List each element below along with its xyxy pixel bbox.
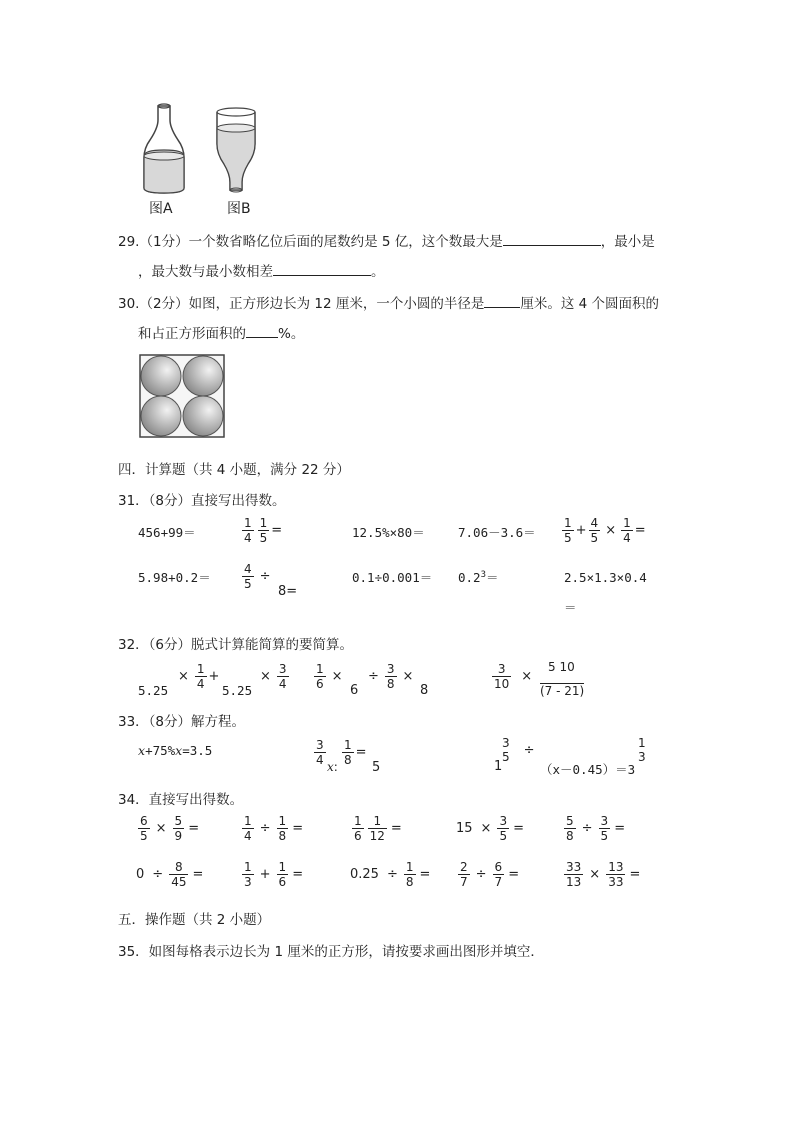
q34-item: 0.25 ÷ $\frac{1}{8}$ = [350,860,431,889]
question-33-header: 33．（8分）解方程。 [118,714,246,730]
q31-r2-a: 5.98+0.2＝ [138,570,211,585]
q34-item: $\frac{6}{5}$ × $\frac{5}{9}$ = [140,814,200,843]
q31-r1-d: 7.06－3.6＝ [458,525,536,540]
q32-e3-top: 5 10 [548,660,575,674]
q32-e1-mid: × $\frac{1}{4}$ + [178,662,220,691]
q34-item: 0 ÷ $\frac{8}{45}$ = [136,860,204,889]
q31-r2-e-eq: ＝ [564,600,577,615]
question-30-line1: 30.（2分）如图，正方形边长为 12 厘米，一个小圆的半径是 厘米。这 4 个圆面积的 [118,292,659,312]
q31-r1-b: $\frac{1}{4}$ $\frac{1}{5}$ = [244,516,283,545]
q33-e3-frac: 1 3 [638,736,646,764]
q32-e2-a: 6 [350,683,359,698]
q33-e1: x+75%x=3.5 [138,743,213,758]
q32-e1-tail: × $\frac{3}{4}$ [260,662,287,691]
q32-e1-b: 5.25 [222,683,253,698]
question-number: 30. [118,296,140,312]
q32-e3: $\frac{3}{10}$ × [494,662,533,691]
q32-e1-a: 5.25 [138,683,169,698]
answer-blank-max[interactable] [503,231,601,246]
q31-r2-c: 0.1÷0.001＝ [352,570,433,585]
bottle-b-label: 图B [227,201,251,217]
answer-blank-radius[interactable] [484,293,520,308]
question-35-text: 35．如图每格表示边长为 1 厘米的正方形，请按要求画出图形并填空． [118,944,544,960]
q33-e2: $\frac{3}{4}$ [316,738,324,767]
q31-r2-e: 2.5×1.3×0.4 [564,570,647,585]
q33-e3-paren: （x－0.45）＝3 [540,762,636,777]
section-5-title: 五．操作题（共 2 小题） [118,912,271,928]
question-29-line2: ，最大数与最小数相差 。 [138,260,385,280]
question-score: （1分） [139,234,189,250]
q34-item: $\frac{5}{8}$ ÷ $\frac{3}{5}$ = [566,814,626,843]
q32-e2-b: 8 [420,683,429,698]
q31-r2-b-tail: 8= [278,584,298,599]
question-30-line2: 和占正方形面积的 %。 [138,322,304,342]
bottle-b-drawing [217,108,255,192]
q32-e3-bottom: (7 - 21) [540,684,585,698]
bottle-a-label: 图A [149,201,173,217]
question-31-header: 31．（8分）直接写出得数。 [118,493,286,509]
bottle-a-drawing [144,104,184,193]
question-29-line1: 29.（1分）一个数省略亿位后面的尾数约是 5 亿，这个数最大是 ，最小是 [118,230,655,250]
q34-item: $\frac{2}{7}$ ÷ $\frac{6}{7}$ = [460,860,520,889]
q32-e2: $\frac{1}{6}$ × [316,662,343,691]
q33-e2-x: x: [327,760,338,774]
q31-r1-c: 12.5%×80＝ [352,525,425,540]
question-32-header: 32．（6分）脱式计算能简算的要简算。 [118,637,354,653]
q33-e3: 3 5 ÷ [502,736,535,764]
question-score: （2分） [139,296,189,312]
question-34-header: 34．直接写出得数。 [118,792,244,808]
q34-item: $\frac{1}{4}$ ÷ $\frac{1}{8}$ = [244,814,304,843]
q34-item: $\frac{1}{6}$ $\frac{1}{12}$ = [354,814,402,843]
q34-item: 15 × $\frac{3}{5}$ = [456,814,524,843]
q34-item: $\frac{1}{3}$ + $\frac{1}{6}$ = [244,860,304,889]
q33-e2-tail: 5 [372,760,381,775]
q31-r1-e: $\frac{1}{5}$ + $\frac{4}{5}$ × $\frac{1}{4}$ = [564,516,646,545]
question-number: 29. [118,234,140,250]
q31-r2-b: $\frac{4}{5}$ ÷ [244,562,271,591]
section-4-title: 四．计算题（共 4 小题，满分 22 分） [118,462,350,478]
answer-blank-percent[interactable] [246,323,278,338]
q34-item: $\frac{33}{13}$ × $\frac{13}{33}$ = [566,860,641,889]
q33-e2-rest: $\frac{1}{8}$ = [344,738,367,767]
q31-r1-a: 456+99＝ [138,525,196,540]
q32-e2-tail: ÷ $\frac{3}{8}$ × [368,662,414,691]
q31-r2-d: $0.2^3=$ [458,569,499,585]
answer-blank-difference[interactable] [273,261,371,276]
q33-e3-int: 1 [494,759,503,774]
square-four-circles-figure [138,353,228,439]
